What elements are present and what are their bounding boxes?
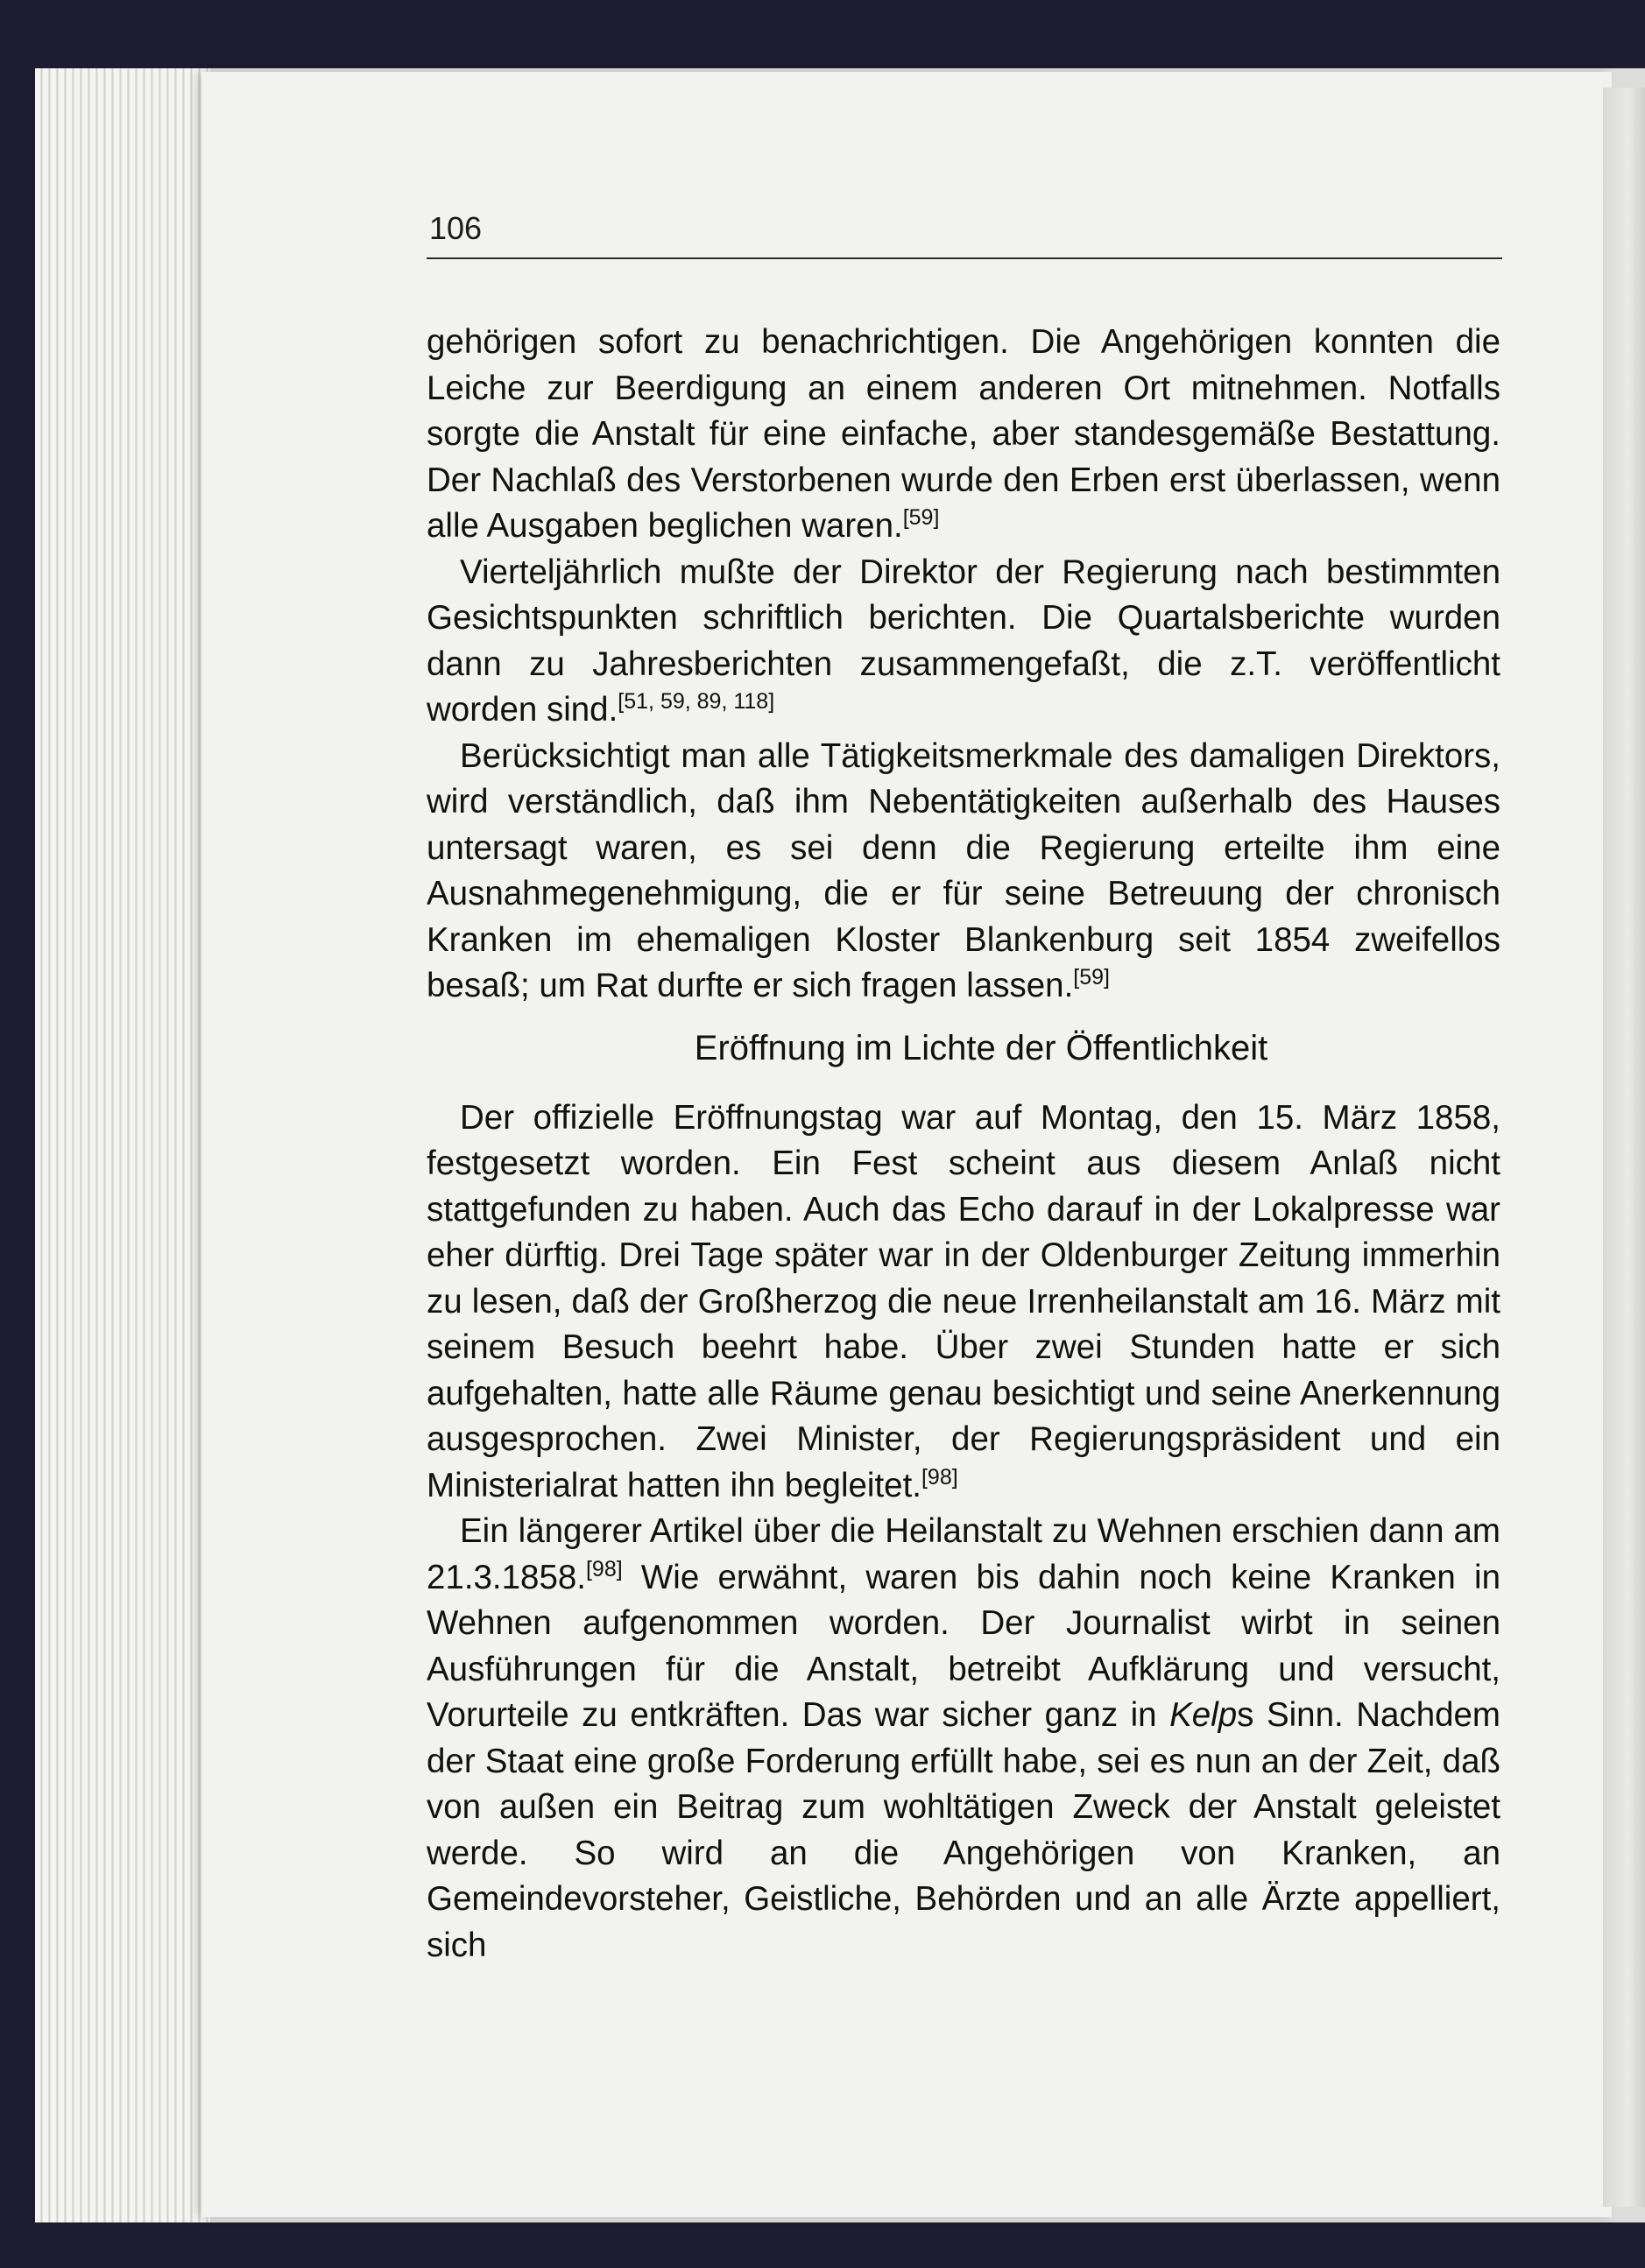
citation-ref: [59]: [1073, 965, 1110, 990]
citation-ref: [98]: [921, 1464, 958, 1490]
paragraph-text: Ein längerer Artikel über die Heilanstalt zu Wehnen erschien dann am 21.3.1858.: [427, 1512, 1500, 1596]
citation-ref: [51, 59, 89, 118]: [618, 689, 775, 714]
paragraph-text: Berücksichtigt man alle Tätigkeitsmerkmale des damaligen Direktors, wird verständlich, daß ihm Nebentätigkeiten außerhalb des Hauses untersagt waren, es sei denn die Regierung erteilte ihm eine Ausnahmegenehmigung, die er für seine Betreuung der chronisch Kranken im ehemaligen Kloster Blankenburg seit 1854 zweifellos besaß; um Rat durfte er sich fragen lassen.: [427, 736, 1500, 1004]
book-gutter: [1603, 88, 1645, 2207]
paragraph-text: Der offizielle Eröffnungstag war auf Montag, den 15. März 1858, festgesetzt worden. Ein Fest scheint aus diesem Anlaß nicht stattgefunden zu haben. Auch das Echo darauf in der Lokalpresse war eher dürftig. Drei Tage später war in der Oldenburger Zeitung immerhin zu lesen, daß der Großherzog die neue Irrenheilanstalt am 16. März mit seinem Besuch beehrt habe. Über zwei Stunden hatte er sich aufgehalten, hatte alle Räume genau besichtigt und seine Anerkennung ausgesprochen. Zwei Minister, der Regierungspräsident und ein Ministerialrat hatten ihn begleitet.: [427, 1098, 1500, 1504]
paragraph-1: [427, 320, 1500, 550]
paragraph-text: s Sinn. Nachdem der Staat eine große Forderung erfüllt habe, sei es nun an der Zeit, daß von außen ein Beitrag zum wohltätigen Zweck der Anstalt geleistet werde. So wird an die Angehörigen von Kranken, an Gemeindevorsteher, Geistliche, Behörden und an alle Ärzte appelliert, sich: [427, 1696, 1501, 1964]
header-rule: [427, 257, 1502, 259]
citation-ref: [98]: [585, 1556, 623, 1581]
paragraph-text: gehörigen sofort zu benachrichtigen. Die Angehörigen konnten die Leiche zur Beerdigung an einem anderen Ort mitnehmen. Notfalls sorgte die Anstalt für eine einfache, aber standesgemäße Bestattung. Der Nachlaß des Verstorbenen wurde den Erben erst überlassen, wenn alle Ausgaben beglichen waren.: [427, 323, 1500, 545]
paragraph-2: [427, 550, 1500, 734]
italic-name: Kelp: [1169, 1696, 1238, 1734]
paragraph-5: [427, 1509, 1500, 1969]
paragraph-3: [427, 734, 1500, 1010]
page-edges: [35, 68, 210, 2222]
citation-ref: [59]: [902, 505, 940, 530]
section-heading: Eröffnung im Lichte der Öffentlichkeit: [694, 1028, 1268, 1067]
paragraph-text: Wie erwähnt, waren bis dahin noch keine Kranken in Wehnen aufgenommen worden. Der Journalist wirbt in seinen Ausführungen für die Anstalt, betreibt Aufklärung und versucht, Vorurteile zu entkräften. Das war sicher ganz in: [427, 1558, 1500, 1734]
page-number: 106: [429, 210, 483, 246]
paragraph-4: [427, 1095, 1500, 1510]
body-text: [427, 320, 1500, 1969]
paragraph-text: Vierteljährlich mußte der Direktor der Regierung nach bestimmten Gesichtspunkten schriftlich berichten. Die Quartalsberichte wurden dann zu Jahresberichten zusammengefaßt, die z.T. veröffentlicht worden sind.: [427, 553, 1500, 729]
